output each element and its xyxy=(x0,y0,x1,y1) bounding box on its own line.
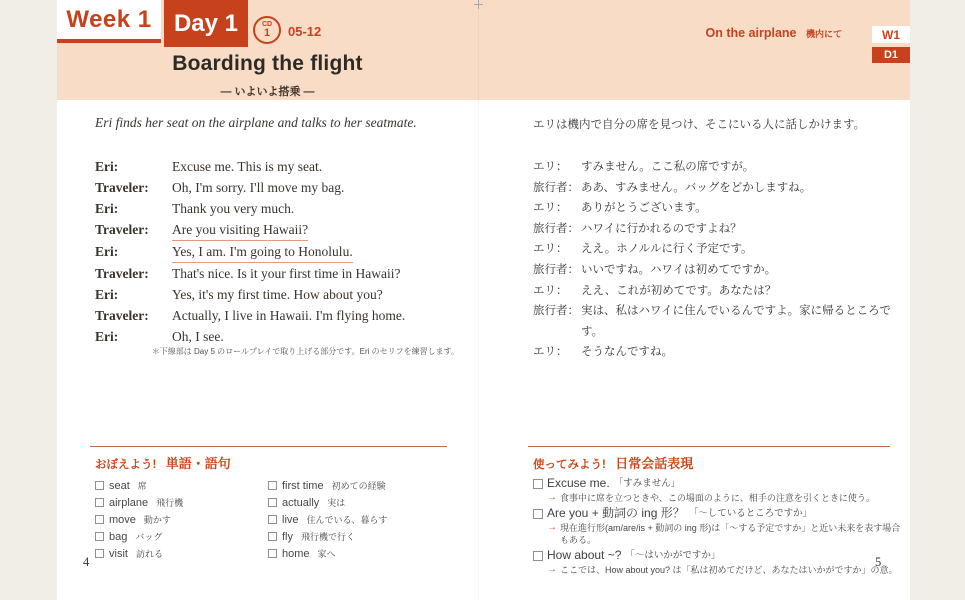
topic-heading xyxy=(617,26,842,40)
dialogue-line xyxy=(95,219,463,241)
scene-intro-english: Eri finds her seat on the airplane and talks to her seatmate. xyxy=(95,115,417,130)
vocab-item xyxy=(268,545,388,562)
dialogue-line xyxy=(533,157,905,178)
speaker-label: 旅行者： xyxy=(533,222,579,235)
dialogue-text-underlined: Are you visiting Hawaii? xyxy=(172,219,308,241)
scene-intro-japanese: エリは機内で自分の席を見つけ、そこにいる人に話しかけます。 xyxy=(533,119,866,131)
dialogue-text: Yes, it's my first time. How about you? xyxy=(172,287,383,302)
vocab-word: move xyxy=(109,513,136,526)
vocab-item xyxy=(95,511,183,528)
arrow-icon: → xyxy=(547,522,557,533)
checkbox-icon[interactable] xyxy=(268,515,277,524)
expression-phrase: Excuse me. xyxy=(547,476,610,490)
vocab-meaning: 動かす xyxy=(143,515,171,525)
vocab-word: actually xyxy=(282,496,320,509)
checkbox-icon[interactable] xyxy=(95,515,104,524)
page-subtitle: — いよいよ搭乗 — xyxy=(220,86,315,98)
arrow-icon: → xyxy=(547,492,557,503)
speaker-label: Traveler: xyxy=(95,222,149,237)
dialogue-line xyxy=(95,198,463,219)
vocab-word: home xyxy=(282,547,310,560)
checkbox-icon[interactable] xyxy=(95,481,104,490)
vocab-word: airplane xyxy=(109,496,149,509)
vocab-meaning: 席 xyxy=(137,481,147,491)
dialogue-text: That's nice. Is it your first time in Hawaii? xyxy=(172,266,401,281)
section-divider xyxy=(528,446,890,447)
dialogue-text: Oh, I'm sorry. I'll move my bag. xyxy=(172,180,345,195)
vocab-word: fly xyxy=(282,530,293,543)
speaker-label: Eri: xyxy=(95,159,119,174)
expression-gloss: 「〜はいかがですか」 xyxy=(625,550,721,561)
checkbox-icon[interactable] xyxy=(268,481,277,490)
page-number-right: 5 xyxy=(875,555,882,569)
dialogue-line xyxy=(533,281,905,302)
checkbox-icon[interactable] xyxy=(268,549,277,558)
dialogue-line xyxy=(95,305,463,326)
speaker-label: エリ： xyxy=(533,284,568,297)
dialogue-line xyxy=(533,239,905,260)
expression-main xyxy=(533,506,901,521)
dialogue-text: Oh, I see. xyxy=(172,329,224,344)
section-divider xyxy=(90,446,447,447)
vocab-item xyxy=(95,477,183,494)
dialogue-english xyxy=(95,156,463,347)
dialogue-text: Actually, I live in Hawaii. I'm flying home. xyxy=(172,308,406,323)
expression-main xyxy=(533,548,901,563)
expression-phrase: How about ~? xyxy=(547,548,622,562)
dialogue-line xyxy=(533,219,905,240)
topic-english: On the airplane xyxy=(705,26,797,40)
cd-icon-text: CD xyxy=(261,21,273,28)
day-tab: D1 xyxy=(872,47,910,63)
vocab-item xyxy=(268,477,388,494)
vocab-header-main: 単語・語句 xyxy=(165,456,231,471)
vocab-column-2 xyxy=(268,477,388,562)
dialogue-line xyxy=(95,284,463,305)
checkbox-icon[interactable] xyxy=(95,498,104,507)
dialogue-line xyxy=(95,241,463,263)
vocab-meaning: 初めての経験 xyxy=(331,481,386,491)
vocab-item xyxy=(268,511,388,528)
speaker-label: Traveler: xyxy=(95,266,149,281)
speaker-label: Traveler: xyxy=(95,180,149,195)
checkbox-icon[interactable] xyxy=(268,532,277,541)
checkbox-icon[interactable] xyxy=(268,498,277,507)
dialogue-line xyxy=(533,260,905,281)
footnote: ＊下線部は Day 5 のロールプレイで取り上げる部分です。Eri のセリフを練習します。 xyxy=(151,347,459,356)
dialogue-text: そうなんですね。 xyxy=(581,346,673,359)
book-spread xyxy=(57,0,910,600)
expression-note-text: 現在進行形(am/are/is + 動詞の ing 形)は「〜する予定ですか」と近い未来を表す場合もある。 xyxy=(560,523,901,545)
checkbox-icon[interactable] xyxy=(533,509,543,519)
dialogue-text: ええ。ホノルルに行く予定です。 xyxy=(581,243,753,256)
expression-item xyxy=(533,476,901,504)
dialogue-text: ええ、これが初めてです。あなたは？ xyxy=(581,284,777,297)
dialogue-line xyxy=(533,301,905,342)
vocab-word: visit xyxy=(109,547,128,560)
cd-disc-icon xyxy=(253,16,281,44)
vocab-meaning: 住んでいる、暮らす xyxy=(306,515,388,525)
speaker-label: Eri: xyxy=(95,244,119,259)
dialogue-line xyxy=(533,198,905,219)
vocab-item xyxy=(95,528,183,545)
expression-note-text: 食事中に席を立つときや、この場面のように、相手の注意を引くときに使う。 xyxy=(560,493,875,503)
expressions-header-lead: 使ってみよう! xyxy=(533,459,606,471)
speaker-label: 旅行者： xyxy=(533,181,579,194)
vocab-word: seat xyxy=(109,479,130,492)
day-label: Day 1 xyxy=(164,0,248,47)
dialogue-line xyxy=(95,156,463,177)
vocab-meaning: 訪れる xyxy=(135,549,163,559)
expression-note xyxy=(533,522,901,546)
speaker-label: Traveler: xyxy=(95,308,149,323)
vocab-section-header xyxy=(95,453,231,473)
dialogue-line xyxy=(533,342,905,363)
vocab-meaning: バッグ xyxy=(135,532,163,542)
expression-note xyxy=(533,564,901,576)
vocab-word: live xyxy=(282,513,299,526)
arrow-icon: → xyxy=(547,564,557,575)
dialogue-text: 実は、私はハワイに住んでいるんですよ。家に帰るところです。 xyxy=(581,305,892,338)
dialogue-text-underlined: Yes, I am. I'm going to Honolulu. xyxy=(172,241,353,263)
dialogue-text: ハワイに行かれるのですよね？ xyxy=(581,222,742,235)
cd-track-range: 05-12 xyxy=(288,24,322,39)
dialogue-text: ああ、すみません。バッグをどかしますね。 xyxy=(581,181,812,194)
dialogue-text: すみません。ここ私の席ですが。 xyxy=(581,161,755,173)
topic-japanese: 機内にて xyxy=(805,29,842,39)
vocab-item xyxy=(268,494,388,511)
expression-main xyxy=(533,476,901,491)
vocab-word: first time xyxy=(282,479,324,492)
page-number-left: 4 xyxy=(83,555,90,569)
crop-mark-icon xyxy=(474,4,483,5)
vocab-meaning: 実は xyxy=(327,498,346,508)
checkbox-icon[interactable] xyxy=(95,532,104,541)
vocab-item xyxy=(95,545,183,562)
expression-note-text: ここでは、How about you? は「私は初めてだけど、あなたはいかがですか」の意。 xyxy=(560,565,898,575)
vocab-column-1 xyxy=(95,477,183,562)
week-label: Week 1 xyxy=(57,0,161,43)
checkbox-icon[interactable] xyxy=(533,551,543,561)
vocab-item xyxy=(95,494,183,511)
dialogue-line xyxy=(95,263,463,284)
speaker-label: 旅行者： xyxy=(533,263,579,276)
expression-note xyxy=(533,492,901,504)
dialogue-text: ありがとうございます。 xyxy=(581,202,707,215)
vocab-item xyxy=(268,528,388,545)
expression-phrase: Are you + 動詞の ing 形？ xyxy=(547,506,685,520)
vocab-header-lead: おぼえよう! xyxy=(95,459,157,471)
book-spine xyxy=(478,0,479,600)
dialogue-text: いいですね。ハワイは初めてですか。 xyxy=(581,263,777,276)
speaker-label: Eri: xyxy=(95,287,119,302)
dialogue-japanese xyxy=(533,157,905,363)
speaker-label: エリ： xyxy=(533,161,568,173)
expressions-header-main: 日常会話表現 xyxy=(615,456,694,471)
dialogue-text: Excuse me. This is my seat. xyxy=(172,159,323,174)
dialogue-text: Thank you very much. xyxy=(172,201,295,216)
speaker-label: Eri: xyxy=(95,329,119,344)
speaker-label: エリ： xyxy=(533,243,568,256)
checkbox-icon[interactable] xyxy=(533,479,543,489)
speaker-label: エリ： xyxy=(533,202,568,215)
expressions-section-header xyxy=(533,453,693,473)
expressions-list xyxy=(533,476,901,578)
expression-item xyxy=(533,548,901,576)
expression-gloss: 「すみません」 xyxy=(613,478,681,489)
vocab-meaning: 飛行機 xyxy=(156,498,184,508)
vocab-meaning: 家へ xyxy=(317,549,336,559)
expression-item xyxy=(533,506,901,546)
speaker-label: 旅行者： xyxy=(533,305,579,318)
dialogue-line xyxy=(95,326,463,347)
cd-icon-number: 1 xyxy=(263,27,271,39)
vocab-meaning: 飛行機で行く xyxy=(301,532,356,542)
page-title: Boarding the flight xyxy=(172,52,363,75)
speaker-label: エリ： xyxy=(533,346,568,359)
dialogue-line xyxy=(533,178,905,199)
expression-gloss: 「〜しているところですか」 xyxy=(688,508,813,519)
speaker-label: Eri: xyxy=(95,201,119,216)
dialogue-line xyxy=(95,177,463,198)
vocab-word: bag xyxy=(109,530,128,543)
week-tab: W1 xyxy=(872,26,910,43)
checkbox-icon[interactable] xyxy=(95,549,104,558)
